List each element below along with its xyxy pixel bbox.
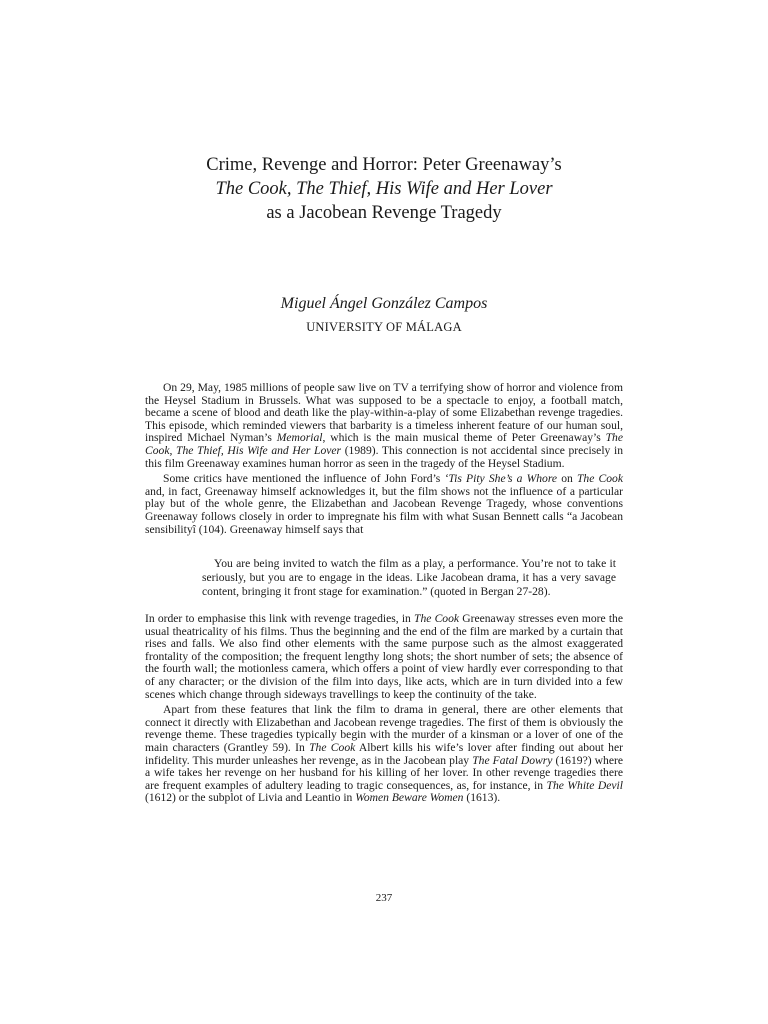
italic-run: The Cook <box>576 472 624 486</box>
block-quote <box>202 557 616 599</box>
paragraph-1 <box>145 382 623 470</box>
italic-run: The Fatal Dowry <box>472 753 553 767</box>
text-run: (1619?) where a wife takes her revenge on her husband for his killing of her lover. In other revenge tragedies there are frequent examples of adultery leading to tragic consequences, as, for instance, in <box>145 753 623 792</box>
text-run: Apart from these features that link the film to drama in general, there are other elements that connect it directly with Elizabethan and Jacobean revenge tragedies. The first of them is obviously the revenge theme. These tragedies typically begin with the murder of a kinsman or a lover of one of the main characters (Grantley 59). In <box>145 703 623 754</box>
text-run: and, in fact, Greenaway himself acknowledges it, but the film shows not the influence of a particular play but of the whole genre, the Elizabethan and Jacobean Revenge Tragedy, whose conventions Greenaway follows closely in order to impregnate his film with what Susan Bennett calls “a Jacobean sensibilityî (104). Greenaway himself says that <box>145 484 623 536</box>
italic-run: The Cook, The Thief, His Wife and Her Lover <box>145 431 623 457</box>
text-run: Albert kills his wife’s lover after finding out about her infidelity. This murder unleashes her revenge, as in the Jacobean play <box>145 740 623 767</box>
quote-text: You are being invited to watch the film as a play, a performance. You’re not to take it seriously, but you are to engage in the ideas. Like Jacobean drama, it has a very savage content, bringing it front stage for examination.” (quoted in Bergan 27-28). <box>202 557 616 598</box>
text-run: (1989). This connection is not accidental since precisely in this film Greenaway examines human horror as seen in the tragedy of the Heysel Stadium. <box>145 443 623 470</box>
body-text-bottom <box>145 613 623 805</box>
page-number: 237 <box>375 892 393 904</box>
text-run: Some critics have mentioned the influence of John Ford’s <box>163 472 445 486</box>
italic-run: The Cook <box>414 612 460 625</box>
paragraph-3 <box>145 613 623 701</box>
italic-run: Memorial <box>276 431 323 445</box>
paragraph-4 <box>145 704 623 805</box>
italic-run: Women Beware Women <box>355 791 464 805</box>
author-name: Miguel Ángel González Campos <box>280 295 488 312</box>
title-line-3: as a Jacobean Revenge Tragedy <box>266 203 502 223</box>
italic-run: ‘Tis Pity She’s a Whore <box>444 472 558 486</box>
text-run: (1613). <box>463 791 501 805</box>
body-text-top <box>145 382 623 536</box>
text-run: (1612) or the subplot of Livia and Leantio in <box>145 791 356 805</box>
text-run: Greenaway stresses even more the usual theatricality of his films. Thus the beginning and the end of the film are marked by a curtain that rises and falls. We also find other elements with the same purpose such as the almost exaggerated frontality of the composition; the frequent lengthy long shots; the short number of sets; the absence of the fourth wall; the motionless camera, which offers a point of view hardly ever corresponding to that of any character; or the division of the film into days, like acts, which are in turn divided into a few scenes which change through sideways travellings to keep the continuity of the take. <box>145 612 624 701</box>
italic-run: The Cook <box>309 740 356 754</box>
title-line-1: Crime, Revenge and Horror: Peter Greenaway’s <box>206 155 562 175</box>
author-affiliation: UNIVERSITY OF MÁLAGA <box>306 320 462 334</box>
text-run: In order to emphasise this link with revenge tragedies, in <box>145 612 415 625</box>
text-run: On 29, May, 1985 millions of people saw live on TV a terrifying show of horror and violence from the Heysel Stadium in Brussels. What was supposed to be a spectacle to enjoy, a football match, became a scene of blood and death like the play-within-a-play of some Elizabethan revenge tragedies. This episode, which reminded viewers that barbarity is a timeless inherent feature of our human soul, inspired Michael Nyman’s <box>145 381 623 445</box>
text-run: on <box>557 472 577 486</box>
title-line-2: The Cook, The Thief, His Wife and Her Lover <box>215 179 553 199</box>
text-run: , which is the main musical theme of Peter Greenaway’s <box>322 431 606 445</box>
italic-run: The White Devil <box>546 778 624 792</box>
paragraph-2 <box>145 473 623 536</box>
